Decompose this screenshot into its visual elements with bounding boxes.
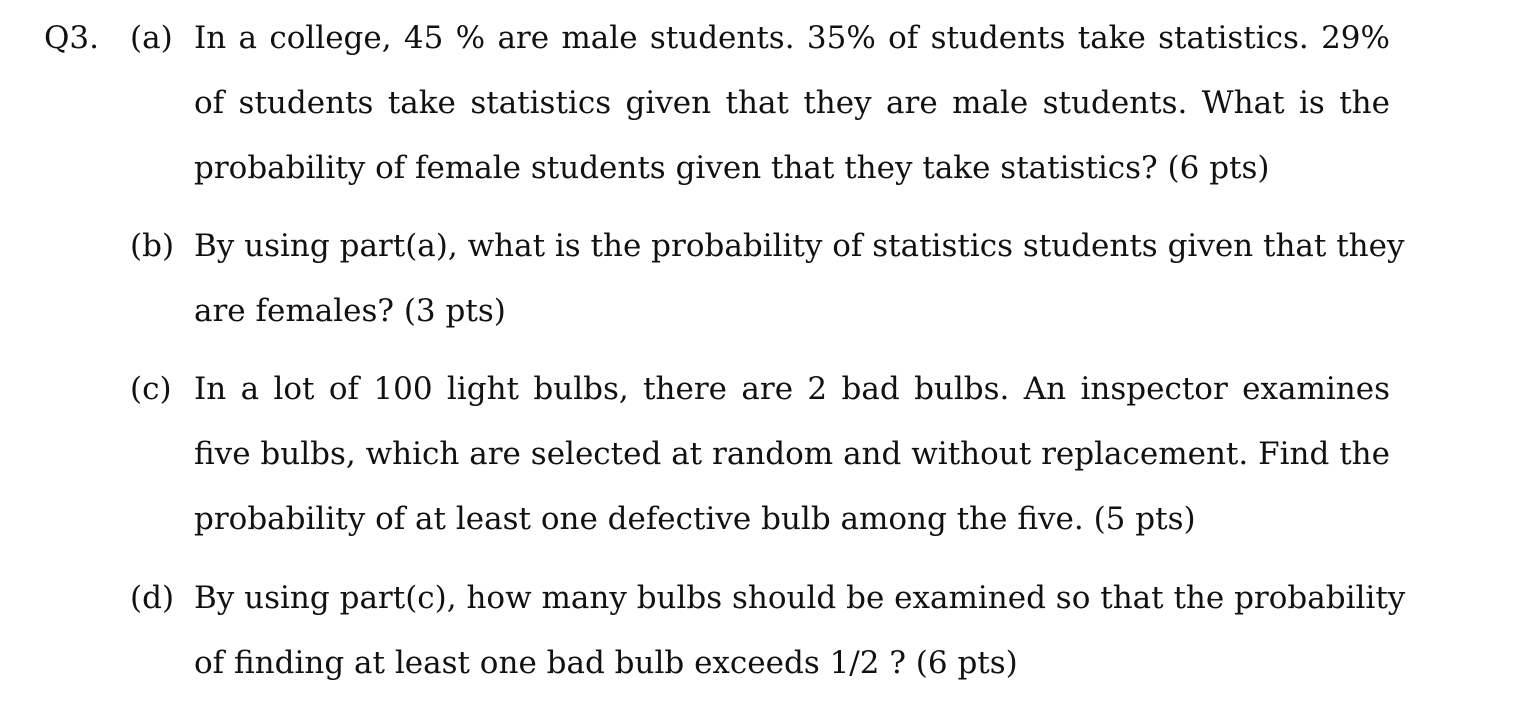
part-b-line-2: are females? (3 pts) bbox=[194, 293, 506, 329]
part-a-line-2: of students take statistics given that they are male students. What is the bbox=[194, 85, 1390, 121]
part-d-line-2: of finding at least one bad bulb exceeds 1/2 ? (6 pts) bbox=[194, 645, 1018, 681]
part-d-label: (d) bbox=[130, 580, 175, 616]
part-a-line-3: probability of female students given that they take statistics? (6 pts) bbox=[194, 150, 1270, 186]
part-b-line-1: By using part(a), what is the probability of statistics students given that they bbox=[194, 228, 1405, 264]
part-d-line-1: By using part(c), how many bulbs should be examined so that the probability bbox=[194, 580, 1406, 616]
part-c-line-2: five bulbs, which are selected at random and without replacement. Find the bbox=[194, 436, 1390, 472]
part-a-label: (a) bbox=[130, 20, 173, 56]
part-c-line-3: probability of at least one defective bulb among the five. (5 pts) bbox=[194, 501, 1196, 537]
question-label: Q3. bbox=[44, 20, 99, 56]
part-c-label: (c) bbox=[130, 371, 172, 407]
part-b-label: (b) bbox=[130, 228, 175, 264]
part-c-line-1: In a lot of 100 light bulbs, there are 2 bad bulbs. An inspector examines bbox=[194, 371, 1390, 407]
part-a-line-1: In a college, 45 % are male students. 35% of students take statistics. 29% bbox=[194, 20, 1390, 56]
